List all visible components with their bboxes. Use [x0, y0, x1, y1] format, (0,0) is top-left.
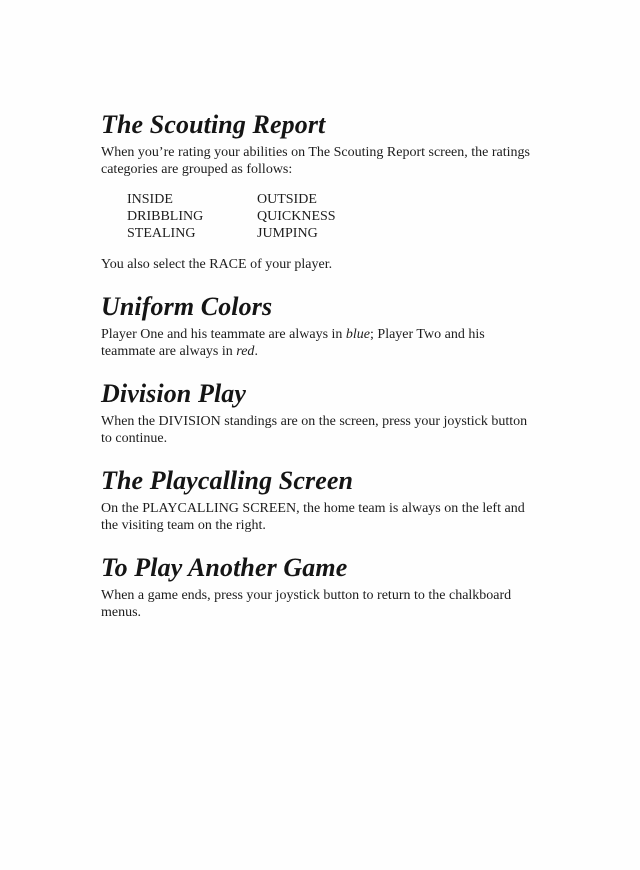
race-note-text: You also select the RACE of your player.: [101, 257, 333, 272]
page-content: [101, 108, 541, 638]
section-play-another-game: [101, 551, 541, 621]
color-word-blue: blue: [345, 327, 371, 342]
section-title-division-play: Division Play: [101, 379, 247, 408]
section-title-scouting-report: The Scouting Report: [101, 110, 326, 139]
section-playcalling-screen: [101, 464, 541, 534]
play-another-game-text: When a game ends, press your joystick button to return to the chalkboard menus.: [101, 588, 512, 620]
color-word-red: red: [236, 344, 255, 359]
scouting-intro-text: When you’re rating your abilities on The Scouting Report screen, the ratings categories are grouped as follows:: [101, 145, 530, 177]
category-item: QUICKNESS: [257, 209, 336, 224]
category-item: OUTSIDE: [257, 192, 317, 207]
section-division-play: [101, 377, 541, 447]
section-uniform-colors: [101, 290, 541, 360]
division-play-text: When the DIVISION standings are on the screen, press your joystick button to continue.: [101, 414, 528, 446]
category-item: INSIDE: [127, 192, 173, 207]
section-title-playcalling-screen: The Playcalling Screen: [101, 466, 354, 495]
uniform-colors-text: [101, 326, 541, 360]
section-title-uniform-colors: Uniform Colors: [101, 292, 273, 321]
category-item: JUMPING: [257, 226, 318, 241]
uniform-text-part: ; Player Two and his teammate are always in: [101, 327, 485, 359]
category-item: DRIBBLING: [127, 209, 204, 224]
section-title-play-another-game: To Play Another Game: [101, 553, 348, 582]
uniform-text-part: .: [254, 344, 258, 359]
uniform-text-part: Player One and his teammate are always in: [101, 327, 346, 342]
ratings-categories-list: [127, 191, 541, 242]
section-scouting-report: [101, 108, 541, 273]
playcalling-text: On the PLAYCALLING SCREEN, the home team is always on the left and the visiting team on the right.: [101, 501, 525, 533]
category-item: STEALING: [127, 226, 196, 241]
